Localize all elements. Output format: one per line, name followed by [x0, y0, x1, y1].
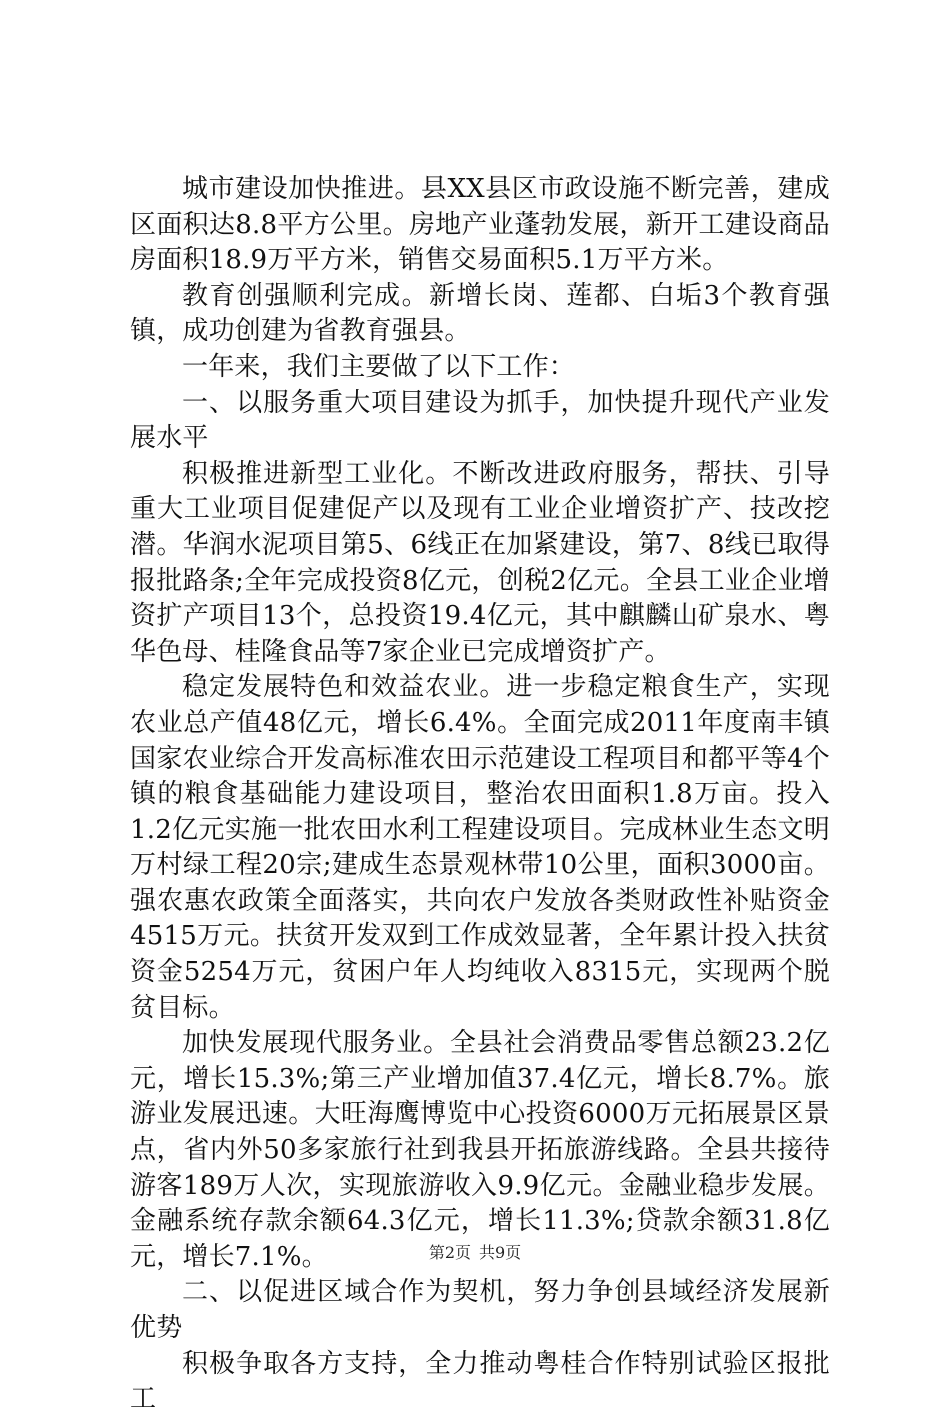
page-total: 共9页 — [479, 1243, 522, 1262]
section-heading-2: 二、以促进区域合作为契机，努力争创县域经济发展新优势 — [130, 1277, 830, 1343]
paragraph-industrialization: 积极推进新型工业化。不断改进政府服务，帮扶、引导重大工业项目促建促产以及现有工业企业增资扩产、技改挖潜。华润水泥项目第5、6线正在加紧建设，第7、8线已取得报批路条;全年完成投资8亿元，创税2亿元。全县工业企业增资扩产项目13个，总投资19.4亿元，其中麒麟山矿泉水、粤华色母、桂隆食品等7家企业已完成增资扩产。 — [130, 458, 830, 667]
paragraph-education: 教育创强顺利完成。新增长岗、莲都、白垢3个教育强镇，成功创建为省教育强县。 — [130, 280, 830, 347]
paragraph-services: 加快发展现代服务业。全县社会消费品零售总额23.2亿元，增长15.3%;第三产业增加值37.4亿元，增长8.7%。旅游业发展迅速。大旺海鹰博览中心投资6000万元拓展景区景点，省内外50多家旅行社到我县开拓旅游线路。全县共接待游客189万人次，实现旅游收入9.9亿元。金融业稳步发展。金融系统存款余额64.3亿元，增长11.3%;贷款余额31.8亿元，增长7.1%。 — [130, 1028, 830, 1272]
paragraph-work-intro: 一年来，我们主要做了以下工作： — [182, 351, 576, 382]
page-number: 第2页 — [428, 1243, 471, 1262]
paragraph-agriculture: 稳定发展特色和效益农业。进一步稳定粮食生产，实现农业总产值48亿元，增长6.4%。全面完成2011年度南丰镇国家农业综合开发高标准农田示范建设工程项目和都平等4个镇的粮食基础能力建设项目，整治农田面积1.8万亩。投入1.2亿元实施一批农田水利工程建设项目。完成林业生态文明万村绿工程20宗;建成生态景观林带10公里，面积3000亩。强农惠农政策全面落实，共向农户发放各类财政性补贴资金4515万元。扶贫开发双到工作成效显著，全年累计投入扶贫资金5254万元，贫困户年人均纯收入8315元，实现两个脱贫目标。 — [130, 672, 830, 1023]
paragraph-urban-construction: 城市建设加快推进。县XX县区市政设施不断完善，建成区面积达8.8平方公里。房地产业蓬勃发展，新开工建设商品房面积18.9万平方米，销售交易面积5.1万平方米。 — [130, 174, 830, 276]
page-footer — [0, 1240, 950, 1263]
document-body — [130, 172, 830, 1418]
section-heading-1: 一、以服务重大项目建设为抓手，加快提升现代产业发展水平 — [130, 387, 830, 454]
paragraph-regional-cooperation: 积极争取各方支持，全力推动粤桂合作特别试验区报批工 — [130, 1348, 830, 1415]
